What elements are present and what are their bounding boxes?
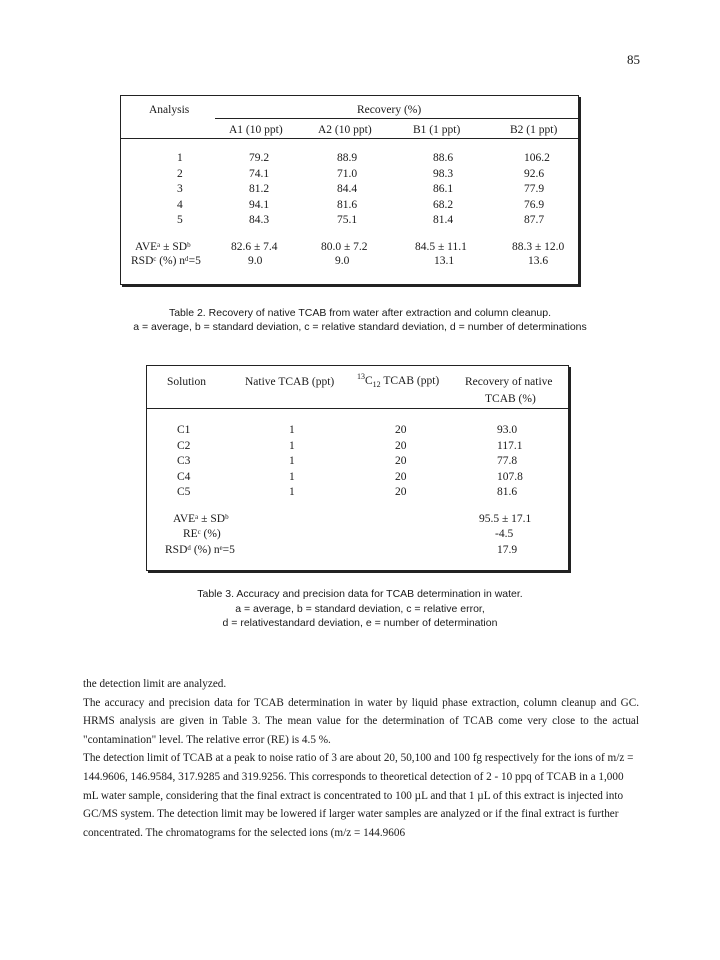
body-text [83,675,639,842]
table-cell: 88.9 [337,152,358,164]
column-header: B1 (1 ppt) [413,124,461,136]
caption-line: a = average, b = standard deviation, c = relative standard deviation, d = number of determinations [133,321,587,333]
column-header: A2 (10 ppt) [318,124,372,136]
table-cell: 75.1 [337,214,358,226]
column-header: B2 (1 ppt) [510,124,558,136]
table-cell: 88.6 [433,152,454,164]
table-cell: 86.1 [433,183,454,195]
table-cell: 1 [289,424,295,436]
table-cell: 84.4 [337,183,358,195]
stat-value: 17.9 [497,544,518,556]
stat-value: -4.5 [495,528,514,540]
header-native: Native TCAB (ppt) [245,376,335,388]
table-cell: 20 [395,439,407,452]
table-cell: 77.8 [497,455,518,467]
table-cell: C2 [177,439,191,452]
table-cell: 81.2 [249,183,270,195]
table-cell: 20 [395,486,407,498]
table-3-caption [140,587,580,631]
table-cell: C3 [177,455,191,467]
header-rule [121,138,578,139]
table-cell: 74.1 [249,167,270,180]
table-cell: 71.0 [337,167,358,180]
header-recovery-line2: TCAB (%) [485,393,536,405]
table-2 [120,95,579,285]
stat-label: REᶜ (%) [183,528,221,540]
table-cell: 1 [289,439,295,452]
page-number: 85 [627,52,640,67]
header-solution: Solution [167,376,206,388]
table-cell: 68.2 [433,198,454,211]
table-cell: 20 [395,455,407,467]
paragraph: The accuracy and precision data for TCAB determination in water by liquid phase extraction, column cleanup and GC. HRMS analysis are given in Table 3. The mean value for the determination of TCAB come very close to the actual "contamination" level. The relative error (RE) is 4.5 %. [83,696,639,746]
table-cell: 94.1 [249,198,270,211]
table-cell: 1 [289,486,295,498]
row-label: 3 [177,183,183,195]
table-cell: 84.3 [249,214,270,226]
table-cell: 20 [395,424,407,436]
column-header: A1 (10 ppt) [229,124,283,136]
row-label: 4 [177,198,183,211]
ave-label: AVEᵃ ± SDᵇ [135,241,191,253]
table-cell: 98.3 [433,167,454,180]
table-cell: 84.5 ± 11.1 [415,241,467,253]
table-cell: 87.7 [524,214,545,226]
header-analysis: Analysis [149,104,190,116]
table-cell: 93.0 [497,424,518,436]
caption-line: Table 3. Accuracy and precision data for TCAB determination in water. [197,588,523,600]
row-label: 1 [177,152,183,164]
table-cell: 107.8 [497,470,523,483]
table-cell: C5 [177,486,191,498]
table-3 [146,365,569,571]
table-cell: 76.9 [524,198,545,211]
row-label: 2 [177,167,183,180]
table-cell: 106.2 [524,152,550,164]
header-rule [147,408,568,409]
table-cell: 79.2 [249,152,270,164]
table-cell: 81.4 [433,214,454,226]
table-cell: 92.6 [524,167,545,180]
paragraph: The detection limit of TCAB at a peak to noise ratio of 3 are about 20, 50,100 and 100 fg respectively for the ions of m/z = 144.9606, 146.9584, 317.9285 and 319.9256. This corresponds to theoretical detection of 2 - 10 ppq of TCAB in a 1,000 mL water sample, considering that the final extract is concentrated to 100 µL and that 1 µL of this extract is injected into GC/MS system. The detection limit may be lowered if larger water samples are analyzed or if the final extract is further concentrated. The chromatograms for the selected ions (m/z = 144.9606 [83,752,634,839]
table-cell: 88.3 ± 12.0 [512,241,565,253]
rsd-label: RSDᶜ (%) nᵈ=5 [131,255,201,267]
recovery-underline [215,118,579,119]
table-cell: 1 [289,455,295,467]
header-recovery-line1: Recovery of native [465,376,553,388]
stat-label: AVEᵃ ± SDᵇ [173,513,229,525]
paragraph: the detection limit are analyzed. [83,678,227,690]
stat-label: RSDᵈ (%) nᵉ=5 [165,544,235,556]
table-cell: 13.1 [434,255,455,267]
table-cell: 1 [289,470,295,483]
table-cell: C4 [177,470,191,483]
table-cell: 9.0 [248,255,263,267]
header-recovery: Recovery (%) [357,104,422,116]
table-cell: 13.6 [528,255,549,267]
table-cell: 82.6 ± 7.4 [231,241,278,253]
caption-line: a = average, b = standard deviation, c = relative error, [235,602,485,615]
table-cell: 80.0 ± 7.2 [321,241,368,253]
header-labeled: $^{13}C_{12}$ TCAB (ppt) [357,372,440,390]
caption-line: Table 2. Recovery of native TCAB from water after extraction and column cleanup. [168,307,552,319]
table-2-caption [90,306,630,334]
table-cell: 20 [395,470,407,483]
table-cell: 9.0 [335,255,350,267]
caption-line: d = relativestandard deviation, e = number of determination [222,617,498,629]
table-cell: 81.6 [497,486,518,498]
table-cell: 117.1 [497,439,523,452]
stat-value: 95.5 ± 17.1 [479,513,532,525]
table-cell: C1 [177,424,191,436]
table-cell: 81.6 [337,198,358,211]
row-label: 5 [177,214,183,226]
table-cell: 77.9 [524,183,545,195]
